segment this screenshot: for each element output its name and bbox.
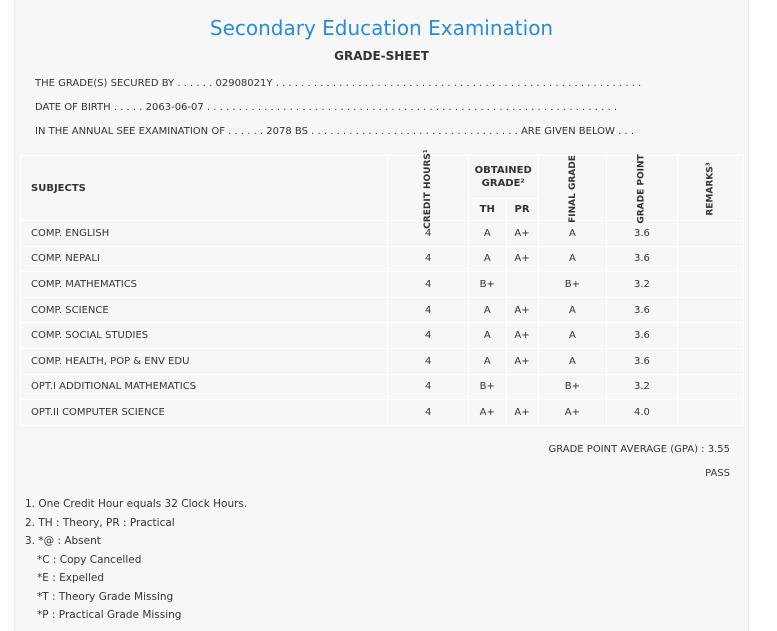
footnote: 1. One Credit Hour equals 32 Clock Hours. [25,498,248,510]
final-grade-cell: A+ [538,400,607,426]
grades-table [20,148,744,426]
footnote: *P : Practical Grade Missing [37,609,182,621]
final-grade-cell: A [538,221,607,247]
symbol-number: 02908021Y [215,78,273,89]
header-obtained-grade: OBTAINED GRADE² [468,156,538,199]
credit-cell: 4 [388,297,469,323]
subject-cell: COMP. NEPALI [21,246,388,272]
th-grade-cell: A [468,297,506,323]
exam-tail: ARE GIVEN BELOW . . . [520,126,634,137]
table-row [21,374,744,400]
remarks-cell [677,272,743,298]
table-row [21,221,744,247]
footnote: *C : Copy Cancelled [37,553,142,566]
subject-cell: COMP. SOCIAL STUDIES [21,323,388,349]
table-row [21,272,744,298]
footnote: *E : Expelled [37,572,105,584]
table-row [21,246,744,272]
final-grade-cell: B+ [538,272,607,298]
subject-cell: COMP. MATHEMATICS [21,272,388,298]
table-header-row [21,156,744,199]
final-grade-cell: A [538,297,607,323]
footnote: 2. TH : Theory, PR : Practical [25,516,175,529]
footnotes [25,495,247,625]
pr-grade-cell: A+ [506,348,538,374]
final-grade-cell: A [538,323,607,349]
th-grade-cell: A [468,348,506,374]
subject-cell: COMP. SCIENCE [21,297,388,323]
th-grade-cell: A+ [468,400,506,426]
th-grade-cell: B+ [468,374,506,400]
remarks-cell [677,221,743,247]
final-grade-cell: A [538,348,607,374]
pr-grade-cell [506,374,538,400]
header-grade-point: GRADE POINT [607,156,677,221]
symbol-dots: . . . . . . . . . . . . . . . . . . . . . . . . . . . . . . . . . . . . . . . . . . . . . . . . . . . . . . . . . . [275,78,642,89]
th-grade-cell: A [468,221,506,247]
grade-point-cell: 3.6 [607,297,677,323]
credit-cell: 4 [388,400,469,426]
grade-point-cell: 3.2 [607,272,677,298]
header-pr: PR [506,199,538,221]
exam-year: 2078 BS [266,126,308,137]
pr-grade-cell: A+ [506,323,538,349]
pr-grade-cell: A+ [506,246,538,272]
page-subtitle: GRADE-SHEET [334,49,429,63]
th-grade-cell: B+ [468,272,506,298]
header-th: TH [468,199,506,221]
grade-sheet [14,0,749,631]
remarks-cell [677,374,743,400]
pr-grade-cell [506,272,538,298]
table-row [21,323,744,349]
info-symbol-line [35,78,641,89]
th-grade-cell: A [468,246,506,272]
remarks-cell [677,400,743,426]
header-final-grade: FINAL GRADE [538,156,607,221]
footnote: 3. *@ : Absent [25,535,101,547]
info-exam-line [35,126,634,137]
table-row [21,297,744,323]
header-remarks: REMARKS³ [677,156,743,221]
pr-grade-cell: A+ [506,297,538,323]
header-credit-hours: CREDIT HOURS¹ [388,156,469,221]
page-title: Secondary Education Examination [209,16,554,40]
grade-point-cell: 3.6 [607,221,677,247]
remarks-cell [677,246,743,272]
symbol-label: THE GRADE(S) SECURED BY . . . . . . [35,78,213,89]
grade-point-cell: 3.6 [607,348,677,374]
credit-cell: 4 [388,323,469,349]
remarks-cell [677,297,743,323]
credit-cell: 4 [388,221,469,247]
exam-dots: . . . . . . . . . . . . . . . . . . . . . . . . . . . . . . . . . [311,126,518,137]
subject-cell: OPT.II COMPUTER SCIENCE [21,400,388,426]
gpa-summary [20,430,744,485]
grade-point-cell: 3.6 [607,246,677,272]
result-status: PASS [705,468,730,479]
credit-cell: 4 [388,348,469,374]
dob-dots: . . . . . . . . . . . . . . . . . . . . . . . . . . . . . . . . . . . . . . . . . . . . . . . . . . . . . . . . . . . . . . . . . [206,102,618,113]
exam-label: IN THE ANNUAL SEE EXAMINATION OF . . . . . . [35,126,264,137]
pr-grade-cell: A+ [506,221,538,247]
credit-cell: 4 [388,246,469,272]
dob-label: DATE OF BIRTH . . . . . [35,102,143,113]
remarks-cell [677,323,743,349]
subject-cell: OPT.I ADDITIONAL MATHEMATICS [21,374,388,400]
grade-point-cell: 3.6 [607,323,677,349]
table-row [21,400,744,426]
final-grade-cell: A [538,246,607,272]
credit-cell: 4 [388,272,469,298]
subject-cell: COMP. HEALTH, POP & ENV EDU [21,348,388,374]
table-row [21,348,744,374]
remarks-cell [677,348,743,374]
grade-point-cell: 4.0 [607,400,677,426]
dob-value: 2063-06-07 [145,102,204,113]
grade-point-cell: 3.2 [607,374,677,400]
footnote: *T : Theory Grade Missing [37,590,174,603]
info-dob-line [35,102,617,113]
gpa-value: GRADE POINT AVERAGE (GPA) : 3.55 [548,444,730,455]
header-subjects: SUBJECTS [21,156,388,221]
th-grade-cell: A [468,323,506,349]
credit-cell: 4 [388,374,469,400]
pr-grade-cell: A+ [506,400,538,426]
final-grade-cell: B+ [538,374,607,400]
subject-cell: COMP. ENGLISH [21,221,388,247]
